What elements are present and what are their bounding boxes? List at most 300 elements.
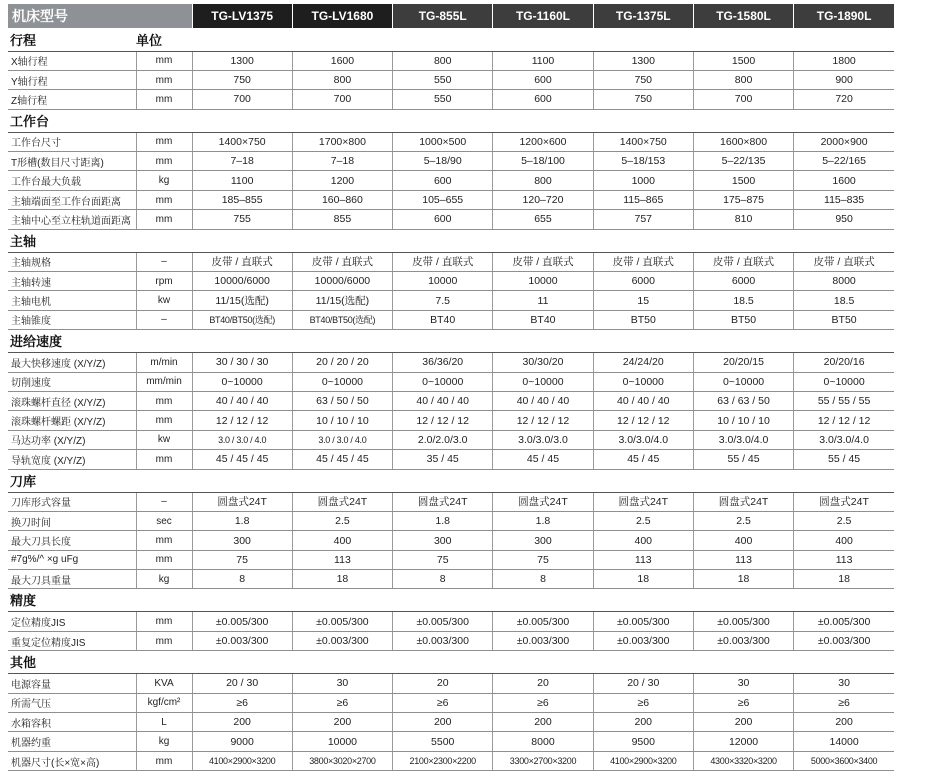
spec-value: 11	[493, 291, 593, 310]
spec-value: 185–855	[192, 190, 292, 209]
spec-value: 皮带 / 直联式	[192, 252, 292, 271]
spec-value: 5–22/165	[794, 152, 894, 171]
spec-value: 75	[192, 550, 292, 569]
spec-value: 855	[292, 210, 392, 229]
spec-value: 63 / 50 / 50	[292, 391, 392, 410]
spec-value: 8	[393, 570, 493, 589]
section-header	[8, 469, 894, 492]
section-spacer	[192, 28, 894, 51]
spec-value: ±0.003/300	[593, 631, 693, 650]
spec-value: 20 / 30	[192, 674, 292, 693]
spec-value: 12 / 12 / 12	[393, 411, 493, 430]
spec-unit: mm	[136, 132, 192, 151]
section-header	[8, 229, 894, 252]
spec-value: ±0.003/300	[693, 631, 793, 650]
spec-name: 所需气压	[8, 693, 136, 712]
spec-value: 圆盘式24T	[393, 492, 493, 511]
spec-value: 4100×2900×3200	[593, 751, 693, 770]
section-unit-header	[136, 330, 192, 353]
spec-value: 9500	[593, 732, 693, 751]
spec-unit: mm	[136, 631, 192, 650]
spec-value: 8	[493, 570, 593, 589]
spec-value: 40 / 40 / 40	[393, 391, 493, 410]
spec-value: 1500	[693, 51, 793, 70]
table-row	[8, 450, 894, 469]
spec-unit: sec	[136, 511, 192, 530]
spec-value: 1400×750	[593, 132, 693, 151]
spec-unit: mm	[136, 90, 192, 109]
spec-value: ≥6	[393, 693, 493, 712]
section-spacer	[192, 469, 894, 492]
spec-value: 10000	[493, 272, 593, 291]
spec-value: ±0.005/300	[794, 612, 894, 631]
spec-name: Z轴行程	[8, 90, 136, 109]
table-row	[8, 751, 894, 770]
spec-value: BT50	[794, 310, 894, 329]
spec-value: 5000×3600×3400	[794, 751, 894, 770]
spec-value: 300	[192, 531, 292, 550]
spec-value: 300	[393, 531, 493, 550]
spec-value: 200	[292, 713, 392, 732]
section-title: 刀库	[8, 469, 136, 492]
spec-value: 1300	[192, 51, 292, 70]
spec-value: 720	[794, 90, 894, 109]
spec-value: 200	[593, 713, 693, 732]
spec-value: ≥6	[192, 693, 292, 712]
model-header: TG-1160L	[493, 4, 593, 28]
spec-unit: mm	[136, 550, 192, 569]
spec-value: 2.5	[693, 511, 793, 530]
spec-name: 导轨宽度 (X/Y/Z)	[8, 450, 136, 469]
spec-unit: mm	[136, 210, 192, 229]
spec-value: 63 / 63 / 50	[693, 391, 793, 410]
spec-value: 18	[593, 570, 693, 589]
spec-value: 120–720	[493, 190, 593, 209]
spec-value: 160–860	[292, 190, 392, 209]
spec-value: 10000	[393, 272, 493, 291]
section-spacer	[192, 330, 894, 353]
spec-value: 8000	[493, 732, 593, 751]
table-row	[8, 550, 894, 569]
spec-name: 主轴电机	[8, 291, 136, 310]
model-header: TG-855L	[393, 4, 493, 28]
spec-value: 900	[794, 70, 894, 89]
spec-value: 400	[292, 531, 392, 550]
spec-unit: mm	[136, 751, 192, 770]
model-header: TG-LV1680	[292, 4, 392, 28]
spec-value: 600	[393, 171, 493, 190]
spec-value: 1.8	[493, 511, 593, 530]
section-spacer	[192, 651, 894, 674]
spec-value: 115–865	[593, 190, 693, 209]
spec-value: 0~10000	[192, 372, 292, 391]
spec-value: 1700×800	[292, 132, 392, 151]
section-title: 工作台	[8, 109, 136, 132]
table-row	[8, 353, 894, 372]
spec-value: 10 / 10 / 10	[693, 411, 793, 430]
spec-unit: mm	[136, 70, 192, 89]
spec-value: 35 / 45	[393, 450, 493, 469]
spec-value: 300	[493, 531, 593, 550]
spec-value: 18	[794, 570, 894, 589]
section-title: 进给速度	[8, 330, 136, 353]
spec-value: 0~10000	[493, 372, 593, 391]
spec-name: #7g%/^ ×g uFg	[8, 550, 136, 569]
section-spacer	[192, 589, 894, 612]
spec-value: 0~10000	[794, 372, 894, 391]
spec-value: 9000	[192, 732, 292, 751]
spec-value: 30	[292, 674, 392, 693]
spec-value: 11/15(选配)	[192, 291, 292, 310]
spec-value: 18.5	[794, 291, 894, 310]
spec-value: 1100	[192, 171, 292, 190]
spec-value: 655	[493, 210, 593, 229]
spec-value: ±0.005/300	[693, 612, 793, 631]
spec-value: 15	[593, 291, 693, 310]
spec-value: 圆盘式24T	[292, 492, 392, 511]
spec-value: 55 / 55 / 55	[794, 391, 894, 410]
spec-value: 7–18	[192, 152, 292, 171]
table-row	[8, 570, 894, 589]
spec-value: 750	[593, 70, 693, 89]
spec-value: 200	[192, 713, 292, 732]
spec-value: ≥6	[794, 693, 894, 712]
spec-value: 3.0/3.0/4.0	[593, 430, 693, 449]
spec-value: 12 / 12 / 12	[192, 411, 292, 430]
spec-value: 3.0/3.0/4.0	[794, 430, 894, 449]
spec-value: 7.5	[393, 291, 493, 310]
section-unit-header	[136, 651, 192, 674]
table-row	[8, 511, 894, 530]
spec-value: 700	[192, 90, 292, 109]
spec-value: 1.8	[192, 511, 292, 530]
spec-value: 45 / 45	[493, 450, 593, 469]
spec-unit: m/min	[136, 353, 192, 372]
spec-value: 700	[693, 90, 793, 109]
spec-unit: mm	[136, 51, 192, 70]
spec-value: 800	[693, 70, 793, 89]
spec-name: 重复定位精度JIS	[8, 631, 136, 650]
spec-name: 最大刀具重量	[8, 570, 136, 589]
table-row	[8, 90, 894, 109]
spec-value: 950	[794, 210, 894, 229]
spec-value: 2.5	[292, 511, 392, 530]
section-header	[8, 589, 894, 612]
spec-unit: mm	[136, 531, 192, 550]
section-title: 主轴	[8, 229, 136, 252]
section-header	[8, 109, 894, 132]
spec-value: 3800×3020×2700	[292, 751, 392, 770]
spec-unit: rpm	[136, 272, 192, 291]
spec-value: 1200×600	[493, 132, 593, 151]
table-row	[8, 70, 894, 89]
spec-value: BT40/BT50(选配)	[292, 310, 392, 329]
spec-value: 45 / 45	[593, 450, 693, 469]
spec-value: 40 / 40 / 40	[593, 391, 693, 410]
spec-value: 1600×800	[693, 132, 793, 151]
spec-name: 刀库形式容量	[8, 492, 136, 511]
section-unit-header: 单位	[136, 28, 192, 51]
spec-unit: KVA	[136, 674, 192, 693]
spec-value: 4300×3320×3200	[693, 751, 793, 770]
spec-value: 800	[292, 70, 392, 89]
spec-name: 主轴端面至工作台面距离	[8, 190, 136, 209]
spec-value: 175–875	[693, 190, 793, 209]
spec-value: 200	[493, 713, 593, 732]
section-unit-header	[136, 109, 192, 132]
spec-unit: kw	[136, 291, 192, 310]
spec-value: ±0.003/300	[292, 631, 392, 650]
header-row	[8, 4, 894, 28]
spec-name: 机器约重	[8, 732, 136, 751]
table-row	[8, 674, 894, 693]
spec-name: 滚珠螺杆直径 (X/Y/Z)	[8, 391, 136, 410]
spec-name: 电源容量	[8, 674, 136, 693]
spec-value: 12 / 12 / 12	[794, 411, 894, 430]
spec-value: 2.5	[794, 511, 894, 530]
spec-value: 3300×2700×3200	[493, 751, 593, 770]
spec-value: 3.0/3.0/4.0	[693, 430, 793, 449]
spec-value: 20	[493, 674, 593, 693]
spec-name: 主轴转速	[8, 272, 136, 291]
table-row	[8, 531, 894, 550]
spec-value: 1000	[593, 171, 693, 190]
spec-value: 3.0 / 3.0 / 4.0	[292, 430, 392, 449]
spec-value: 400	[593, 531, 693, 550]
spec-value: 5–18/90	[393, 152, 493, 171]
spec-value: 200	[393, 713, 493, 732]
section-title: 其他	[8, 651, 136, 674]
spec-value: 550	[393, 70, 493, 89]
spec-value: 2.0/2.0/3.0	[393, 430, 493, 449]
spec-value: 20/20/15	[693, 353, 793, 372]
spec-value: 200	[693, 713, 793, 732]
table-title: 机床型号	[8, 4, 192, 28]
spec-value: 1000×500	[393, 132, 493, 151]
section-spacer	[192, 229, 894, 252]
spec-name: Y轴行程	[8, 70, 136, 89]
spec-value: BT40	[493, 310, 593, 329]
table-row	[8, 693, 894, 712]
spec-body	[8, 28, 894, 771]
spec-unit: mm	[136, 612, 192, 631]
spec-value: 5500	[393, 732, 493, 751]
spec-value: 11/15(选配)	[292, 291, 392, 310]
table-row	[8, 310, 894, 329]
spec-value: 45 / 45 / 45	[292, 450, 392, 469]
spec-value: 2.5	[593, 511, 693, 530]
spec-name: X轴行程	[8, 51, 136, 70]
spec-value: 4100×2900×3200	[192, 751, 292, 770]
spec-value: 400	[794, 531, 894, 550]
spec-value: 皮带 / 直联式	[493, 252, 593, 271]
spec-value: 0~10000	[593, 372, 693, 391]
section-title: 行程	[8, 28, 136, 51]
spec-value: 5–18/100	[493, 152, 593, 171]
spec-value: 1600	[794, 171, 894, 190]
spec-unit: kw	[136, 430, 192, 449]
section-header	[8, 651, 894, 674]
spec-name: 换刀时间	[8, 511, 136, 530]
spec-value: 18	[292, 570, 392, 589]
spec-value: 20 / 20 / 20	[292, 353, 392, 372]
spec-value: 皮带 / 直联式	[393, 252, 493, 271]
spec-value: ±0.003/300	[393, 631, 493, 650]
spec-value: ≥6	[493, 693, 593, 712]
model-header: TG-1580L	[693, 4, 793, 28]
spec-value: 30	[693, 674, 793, 693]
spec-value: 1200	[292, 171, 392, 190]
spec-value: 10000	[292, 732, 392, 751]
spec-value: 200	[794, 713, 894, 732]
table-row	[8, 631, 894, 650]
spec-value: 1400×750	[192, 132, 292, 151]
table-row	[8, 430, 894, 449]
spec-value: 55 / 45	[794, 450, 894, 469]
spec-name: 最大刀具长度	[8, 531, 136, 550]
spec-value: 1.8	[393, 511, 493, 530]
spec-value: 皮带 / 直联式	[693, 252, 793, 271]
spec-unit: kgf/cm²	[136, 693, 192, 712]
spec-value: 皮带 / 直联式	[794, 252, 894, 271]
spec-name: 切削速度	[8, 372, 136, 391]
spec-value: 113	[593, 550, 693, 569]
spec-value: 10000/6000	[292, 272, 392, 291]
table-row	[8, 411, 894, 430]
spec-value: 8000	[794, 272, 894, 291]
spec-value: 113	[292, 550, 392, 569]
spec-value: 1600	[292, 51, 392, 70]
spec-value: 12 / 12 / 12	[593, 411, 693, 430]
spec-unit: kg	[136, 732, 192, 751]
table-row	[8, 492, 894, 511]
table-row	[8, 713, 894, 732]
spec-value: 14000	[794, 732, 894, 751]
spec-value: 18	[693, 570, 793, 589]
spec-value: 40 / 40 / 40	[192, 391, 292, 410]
spec-name: 主轴中心至立柱轨道面距离	[8, 210, 136, 229]
spec-value: ±0.003/300	[794, 631, 894, 650]
model-header: TG-1890L	[794, 4, 894, 28]
spec-value: 8	[192, 570, 292, 589]
spec-value: 115–835	[794, 190, 894, 209]
spec-name: 主轴规格	[8, 252, 136, 271]
section-unit-header	[136, 469, 192, 492]
spec-unit: mm	[136, 391, 192, 410]
spec-value: 1800	[794, 51, 894, 70]
spec-value: 755	[192, 210, 292, 229]
spec-value: 45 / 45 / 45	[192, 450, 292, 469]
spec-value: 36/36/20	[393, 353, 493, 372]
model-header: TG-1375L	[593, 4, 693, 28]
spec-value: 550	[393, 90, 493, 109]
spec-value: 7–18	[292, 152, 392, 171]
spec-value: 30 / 30 / 30	[192, 353, 292, 372]
section-title: 精度	[8, 589, 136, 612]
spec-value: 113	[794, 550, 894, 569]
spec-name: 定位精度JIS	[8, 612, 136, 631]
spec-unit: mm/min	[136, 372, 192, 391]
spec-value: ≥6	[593, 693, 693, 712]
spec-value: 757	[593, 210, 693, 229]
table-row	[8, 152, 894, 171]
section-header	[8, 330, 894, 353]
spec-unit: –	[136, 310, 192, 329]
spec-value: 40 / 40 / 40	[493, 391, 593, 410]
spec-value: 12 / 12 / 12	[493, 411, 593, 430]
spec-value: ±0.005/300	[292, 612, 392, 631]
spec-unit: mm	[136, 190, 192, 209]
spec-value: 600	[493, 70, 593, 89]
spec-value: 55 / 45	[693, 450, 793, 469]
spec-value: ±0.005/300	[493, 612, 593, 631]
spec-value: ±0.003/300	[192, 631, 292, 650]
table-row	[8, 132, 894, 151]
spec-name: 马达功率 (X/Y/Z)	[8, 430, 136, 449]
spec-value: BT40/BT50(选配)	[192, 310, 292, 329]
spec-unit: kg	[136, 570, 192, 589]
spec-unit: L	[136, 713, 192, 732]
spec-value: 75	[393, 550, 493, 569]
table-row	[8, 291, 894, 310]
table-row	[8, 372, 894, 391]
spec-value: ±0.003/300	[493, 631, 593, 650]
spec-value: 圆盘式24T	[493, 492, 593, 511]
spec-unit: mm	[136, 450, 192, 469]
spec-value: 600	[393, 210, 493, 229]
section-spacer	[192, 109, 894, 132]
spec-value: 1500	[693, 171, 793, 190]
spec-value: 30	[794, 674, 894, 693]
spec-value: 6000	[593, 272, 693, 291]
spec-value: 1100	[493, 51, 593, 70]
table-row	[8, 612, 894, 631]
model-header: TG-LV1375	[192, 4, 292, 28]
spec-value: 3.0/3.0/3.0	[493, 430, 593, 449]
spec-value: 30/30/20	[493, 353, 593, 372]
spec-value: 0~10000	[292, 372, 392, 391]
spec-value: 圆盘式24T	[593, 492, 693, 511]
spec-value: 800	[393, 51, 493, 70]
spec-name: 最大快移速度 (X/Y/Z)	[8, 353, 136, 372]
spec-value: 10 / 10 / 10	[292, 411, 392, 430]
spec-value: 113	[693, 550, 793, 569]
table-row	[8, 252, 894, 271]
spec-value: 圆盘式24T	[693, 492, 793, 511]
spec-name: T形槽(数目尺寸距离)	[8, 152, 136, 171]
spec-value: 皮带 / 直联式	[593, 252, 693, 271]
spec-value: 20/20/16	[794, 353, 894, 372]
spec-value: BT50	[593, 310, 693, 329]
spec-value: ±0.005/300	[593, 612, 693, 631]
spec-value: 12000	[693, 732, 793, 751]
spec-value: 810	[693, 210, 793, 229]
spec-value: ≥6	[693, 693, 793, 712]
spec-value: 800	[493, 171, 593, 190]
spec-value: 5–22/135	[693, 152, 793, 171]
spec-value: 600	[493, 90, 593, 109]
spec-value: ±0.005/300	[393, 612, 493, 631]
spec-name: 工作台最大负载	[8, 171, 136, 190]
spec-value: ±0.005/300	[192, 612, 292, 631]
spec-value: 400	[693, 531, 793, 550]
spec-value: 750	[192, 70, 292, 89]
spec-unit: kg	[136, 171, 192, 190]
table-row	[8, 272, 894, 291]
spec-value: 3.0 / 3.0 / 4.0	[192, 430, 292, 449]
spec-value: 圆盘式24T	[192, 492, 292, 511]
spec-unit: mm	[136, 411, 192, 430]
